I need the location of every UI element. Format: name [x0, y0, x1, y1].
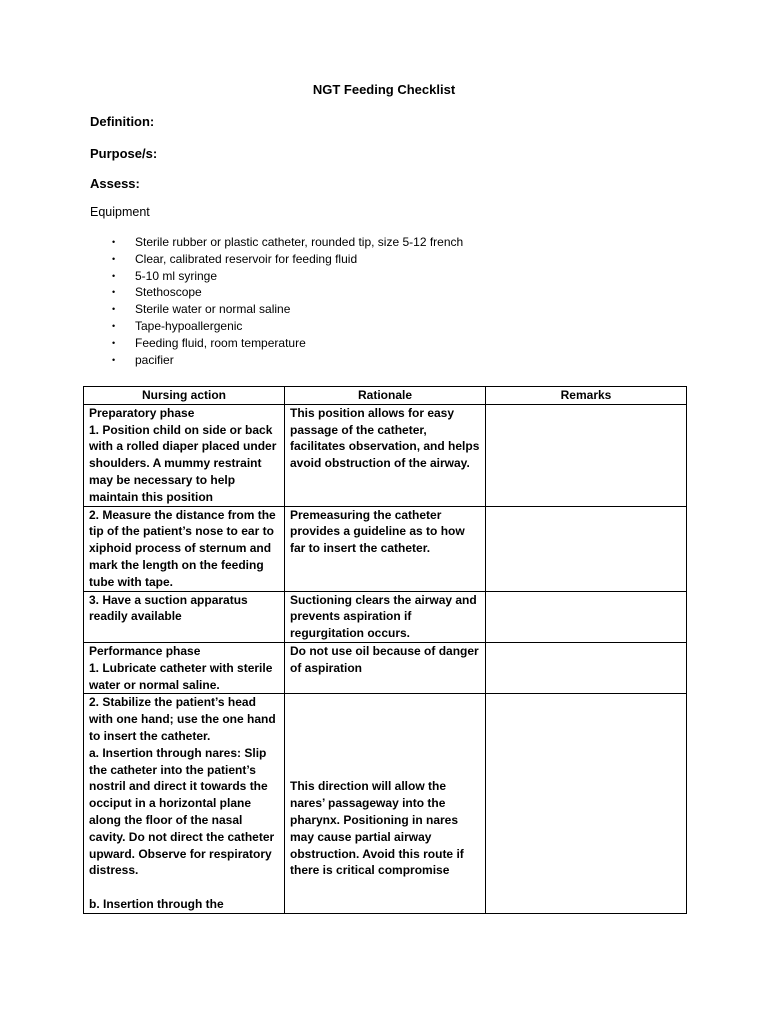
- bullet-icon: •: [112, 320, 116, 331]
- list-item: • 5-10 ml syringe: [112, 268, 218, 283]
- nursing-action-cell: 2. Measure the distance from the tip of the patient’s nose to ear to xiphoid process of sternum and mark the length on the feeding tube with tape.: [84, 506, 285, 591]
- table-row: [84, 694, 687, 913]
- table-row: [84, 506, 687, 591]
- bullet-icon: •: [112, 253, 116, 264]
- assess-heading: Assess:: [90, 176, 140, 191]
- bullet-icon: •: [112, 237, 116, 247]
- column-header-remarks: Remarks: [486, 387, 687, 405]
- rationale-cell: Do not use oil because of danger of aspiration: [285, 642, 486, 693]
- column-header-nursing-action: Nursing action: [84, 387, 285, 405]
- bullet-icon: •: [112, 354, 116, 365]
- document-title: NGT Feeding Checklist: [312, 82, 456, 97]
- equipment-heading: Equipment: [90, 205, 150, 219]
- remarks-cell: [486, 591, 687, 642]
- rationale-cell: This position allows for easy passage of the catheter, facilitates observation, and helps avoid obstruction of the airway.: [285, 404, 486, 506]
- rationale-cell: Suctioning clears the airway and prevents aspiration if regurgitation occurs.: [285, 591, 486, 642]
- remarks-cell: [486, 506, 687, 591]
- nursing-action-cell: 2. Stabilize the patient’s head with one hand; use the one hand to insert the catheter. a. Insertion through nares: Slip the catheter into the patient’s nostril and direct it towards the occiput in a horizontal plane along the floor of the nasal cavity. Do not direct the catheter upward. Observe for respiratory distress. b. Insertion through the: [84, 694, 285, 913]
- remarks-cell: [486, 404, 687, 506]
- list-item: • Sterile water or normal saline: [112, 302, 291, 317]
- bullet-icon: •: [112, 287, 116, 298]
- column-header-rationale: Rationale: [285, 387, 486, 405]
- table-row: [84, 404, 687, 506]
- list-item: • Clear, calibrated reservoir for feeding fluid: [112, 251, 358, 266]
- rationale-cell: This direction will allow the nares’ passageway into the pharynx. Positioning in nares may cause partial airway obstruction. Avoid this route if there is critical compromise: [285, 694, 486, 913]
- bullet-icon: •: [112, 304, 116, 315]
- list-item: • Sterile rubber or plastic catheter, rounded tip, size 5-12 french: [112, 235, 464, 249]
- nursing-action-cell: 3. Have a suction apparatus readily available: [84, 591, 285, 642]
- table-row: [84, 591, 687, 642]
- bullet-icon: •: [112, 270, 116, 281]
- purpose-heading: Purpose/s:: [90, 146, 158, 161]
- nursing-action-cell: Performance phase 1. Lubricate catheter with sterile water or normal saline.: [84, 642, 285, 693]
- table-row: [84, 642, 687, 693]
- bullet-icon: •: [112, 337, 116, 348]
- table-header-row: [84, 387, 687, 405]
- remarks-cell: [486, 694, 687, 913]
- rationale-cell: Premeasuring the catheter provides a guideline as to how far to insert the catheter.: [285, 506, 486, 591]
- list-item: • pacifier: [112, 352, 174, 367]
- checklist-table: [83, 386, 687, 914]
- list-item: • Tape-hypoallergenic: [112, 318, 243, 333]
- list-item: • Feeding fluid, room temperature: [112, 335, 306, 350]
- definition-heading: Definition:: [90, 114, 155, 129]
- equipment-list: [112, 234, 463, 368]
- remarks-cell: [486, 642, 687, 693]
- list-item: • Stethoscope: [112, 285, 202, 300]
- nursing-action-cell: Preparatory phase 1. Position child on side or back with a rolled diaper placed under shoulders. A mummy restraint may be necessary to help maintain this position: [84, 404, 285, 506]
